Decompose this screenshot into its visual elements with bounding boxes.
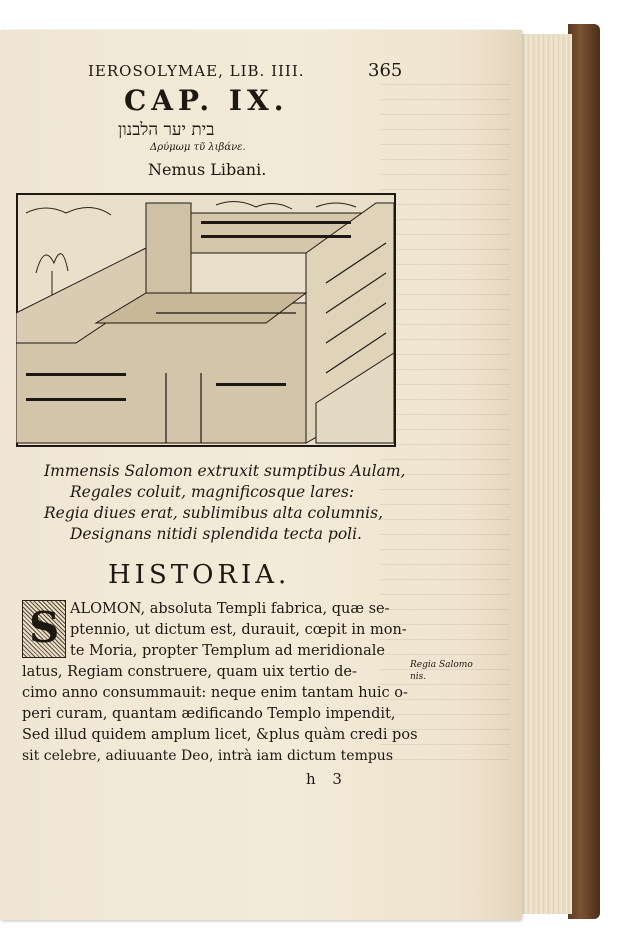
woodcut-illustration: [16, 193, 396, 447]
marginal-note-line-2: nis.: [410, 672, 427, 682]
verse-line-2: Regales coluit, magnificosque lares:: [70, 483, 355, 501]
body-line-4: latus, Regiam construere, quam uix tertio de-: [22, 664, 357, 680]
decorated-initial: [22, 600, 66, 658]
chapter-heading: CAP. IX.: [124, 84, 289, 117]
book-spine: [568, 24, 600, 919]
latin-title: Nemus Libani.: [148, 160, 267, 179]
marginal-note-line-1: Regia Salomo: [410, 660, 473, 670]
verse-line-3: Regia diues erat, sublimibus alta columnis,: [44, 504, 383, 522]
body-line-7: Sed illud quidem amplum licet, &plus quàm credi pos: [22, 727, 418, 743]
verse-line-1: Immensis Salomon extruxit sumptibus Aulam,: [44, 462, 406, 480]
body-line-3: te Moria, propter Templum ad meridionale: [70, 643, 385, 659]
body-line-2: ptennio, ut dictum est, durauit, cœpit in mon-: [70, 622, 407, 638]
page-edges: [520, 34, 572, 914]
body-line-5: cimo anno consummauit: neque enim tantam huic o-: [22, 685, 408, 701]
initial-letter: S: [29, 603, 60, 652]
hebrew-title: בית יער הלבנון: [118, 120, 215, 140]
page-number: 365: [368, 60, 403, 81]
greek-title: Δρύμωμ τῦ λιβάνε.: [150, 142, 246, 153]
running-head: IEROSOLYMAE, LIB. IIII.: [88, 62, 305, 80]
verse-line-4: Designans nitidi splendida tecta poli.: [70, 525, 362, 543]
show-through-text: [380, 80, 510, 760]
body-line-8: sit celebre, adiuuante Deo, intrà iam dictum tempus: [22, 748, 394, 764]
body-line-6: peri curam, quantam ædificando Templo impendit,: [22, 706, 396, 722]
signature-mark: h 3: [306, 770, 348, 788]
body-line-1: ALOMON, absoluta Templi fabrica, quæ se-: [70, 601, 390, 617]
section-heading: HISTORIA.: [108, 560, 291, 590]
